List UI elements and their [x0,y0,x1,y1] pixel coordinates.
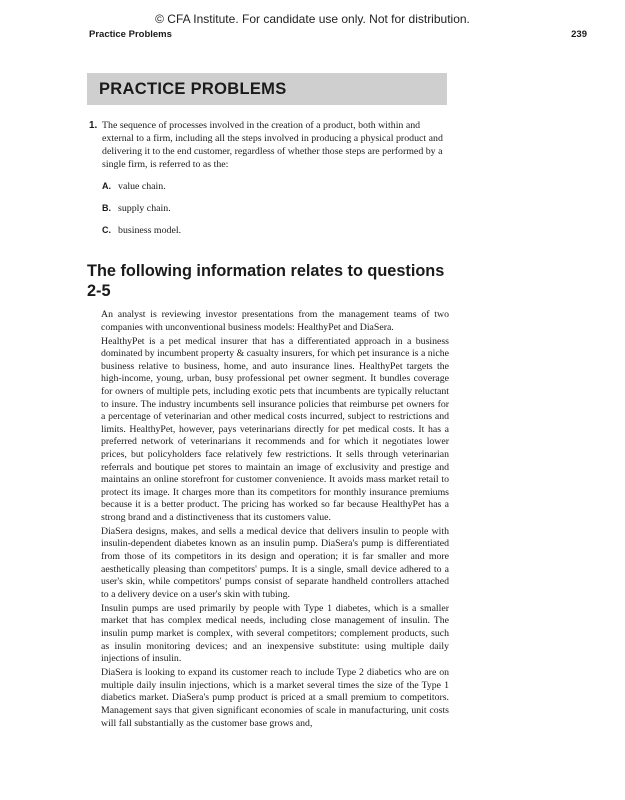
page-number: 239 [571,29,587,40]
running-header-section: Practice Problems [89,29,172,40]
section-heading: The following information relates to questions 2-5 [87,262,445,300]
passage-paragraph: DiaSera is looking to expand its customer reach to include Type 2 diabetics who are on multiple daily insulin injections, which is a market several times the size of the Type 1 diabetics market. DiaSera's pump product is priced at a small premium to competitors. Management says that given significant economies of scale in manufacturing, unit costs will fall substantially as the customer base grows and, [101,667,449,729]
page-title: PRACTICE PROBLEMS [99,79,287,98]
running-header [89,29,587,40]
passage-paragraph: Insulin pumps are used primarily by people with Type 1 diabetes, which is a smaller market that has complex medical needs, including close management of insulin. The insulin pump market is complex, with several competitors; complement products, such as insulin monitoring devices; and an inexpensive substitute: using multiple daily injections of insulin. [101,602,449,665]
question-number: 1. [89,120,98,131]
option-text: business model. [118,225,182,236]
copyright-notice: © CFA Institute. For candidate use only. Not for distribution. [155,12,470,26]
answer-option-b [102,202,449,215]
answer-option-c [102,224,449,237]
option-text: value chain. [118,181,166,192]
option-letter: A. [102,181,111,191]
question-1 [89,119,449,237]
passage-paragraph: HealthyPet is a pet medical insurer that has a differentiated approach in a business dominated by incumbent property & casualty insurers, for which pet insurance is a niche business relative to business, home, and auto insurance lines. HealthyPet targets the high-income, young, urban, busy professional pet owner segment. It bundles coverage for owners of multiple pets, including exotic pets that incumbents are typically reluctant to insure. The industry incumbents sell insurance policies that reimburse pet owners for a percentage of veterinarian and other medical costs incurred, subject to restrictions and limits. HealthyPet, however, pays veterinarians directly for pet medical costs. It has a preferred network of veterinarians it recommends and for which it negotiates lower prices, but policyholders face relatively few restrictions. It sells through veterinarian referrals and boutique pet stores to maintain an image of exclusivity and prestige and maintains an online storefront for customer convenience. It avoids mass market retail to protect its image. It charges more than its competitors for monthly insurance premiums because it is a better product. The pricing has worked so far because HealthyPet has a strong brand and a distinctiveness that its customers value. [101,335,449,523]
passage-paragraph: DiaSera designs, makes, and sells a medical device that delivers insulin to people with insulin-dependent diabetes known as an insulin pump. DiaSera's pump is differentiated from those of its competitors in its design and operation; it is far smaller and more aesthetically pleasing than competitors' pumps. It is a single, small device adhered to a user's skin, while competitors' pumps consist of separate handheld controllers attached to a delivery device on a user's skin with tubing. [101,525,449,600]
option-text: supply chain. [118,203,171,214]
option-letter: B. [102,203,111,213]
case-passage [101,309,449,732]
question-text: The sequence of processes involved in the creation of a product, both within and external to a firm, including all the steps involved in producing a physical product and delivering it to the end customer, regardless of whether those steps are performed by a single firm, is referred to as the: [102,120,443,170]
option-letter: C. [102,225,111,235]
answer-option-a [102,180,449,193]
title-banner [87,73,447,105]
passage-paragraph: An analyst is reviewing investor presentations from the management teams of two companies with unconventional business models: HealthyPet and DiaSera. [101,309,449,333]
